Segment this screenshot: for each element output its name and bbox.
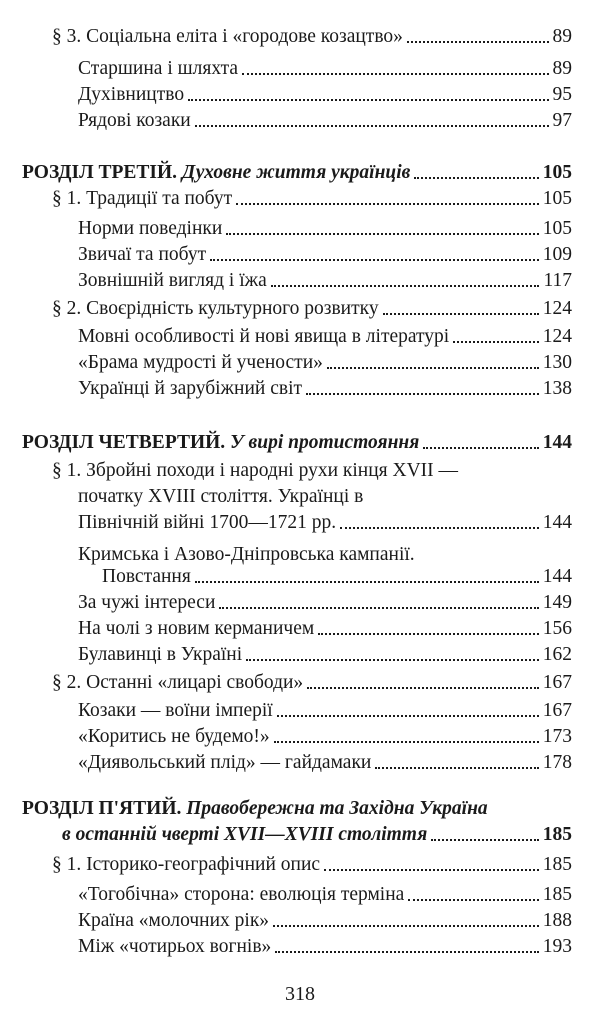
toc-entry-title: Норми поведінки: [78, 218, 223, 239]
toc-chapter-heading: [22, 158, 572, 184]
toc-entry-title: «Диявольський плід» — гайдамаки: [78, 752, 372, 773]
toc-subentry: [78, 106, 572, 132]
dot-leader: [423, 447, 538, 449]
toc-entry-title: Українці й зарубіжний світ: [78, 378, 303, 399]
dot-leader: [318, 633, 539, 635]
toc-subentry: [78, 348, 572, 374]
toc-section-entry: [52, 184, 572, 210]
toc-entry-page: 89: [552, 26, 572, 47]
toc-entry-page: 185: [542, 884, 572, 905]
chapter-name: в останній чверті XVII—XVIII століття: [62, 824, 428, 845]
toc-subentry: [78, 906, 572, 932]
toc-entry-title: § 1. Традиції та побут: [52, 188, 233, 209]
toc-entry-continued-line: § 1. Збройні походи і народні рухи кінця XVII —: [52, 460, 459, 481]
toc-entry-title: Звичаї та побут: [78, 244, 207, 265]
dot-leader: [246, 659, 539, 661]
toc-subentry: [78, 240, 572, 266]
dot-leader: [195, 125, 549, 127]
toc-subentry: [78, 562, 572, 588]
dot-leader: [226, 233, 538, 235]
toc-entry-title: Північній війні 1700—1721 рр.: [78, 512, 337, 533]
dot-leader: [273, 925, 539, 927]
toc-entry-title: Країна «молочних рік»: [78, 910, 270, 931]
chapter-label: РОЗДІЛ П'ЯТИЙ.: [22, 798, 182, 819]
toc-entry-page: 117: [543, 270, 572, 291]
toc-entry-page: 178: [542, 752, 572, 773]
toc-entry-continued-line: Кримська і Азово-Дніпровська кампанії.: [78, 544, 415, 565]
toc-entry-title: Козаки — воїни імперії: [78, 700, 273, 721]
toc-entry-title: Мовні особливості й нові явища в літературі: [78, 326, 450, 347]
page-number: 318: [285, 983, 315, 1005]
dot-leader: [236, 203, 539, 205]
toc-entry-page: 109: [542, 244, 572, 265]
toc-entry-continued-line: початку XVIII століття. Українці в: [78, 486, 364, 507]
dot-leader: [307, 687, 539, 689]
toc-entry-title: Булавинці в Україні: [78, 644, 243, 665]
toc-entry-title: § 3. Соціальна еліта і «городове козацтво»: [52, 26, 403, 47]
toc-subentry: [78, 932, 572, 958]
chapter-name: Правобережна та Західна Україна: [186, 798, 488, 819]
chapter-page: 105: [542, 162, 572, 183]
toc-subentry: [78, 748, 572, 774]
toc-subentry: [78, 640, 572, 666]
dot-leader: [275, 951, 538, 953]
toc-entry-title: Рядові козаки: [78, 110, 191, 131]
toc-entry-title: Повстання: [102, 566, 191, 587]
chapter-title: [22, 432, 419, 454]
dot-leader: [210, 259, 539, 261]
dot-leader: [453, 341, 539, 343]
toc-subentry: [78, 322, 572, 348]
toc-entry-title: Духівництво: [78, 84, 185, 105]
toc-entry-page: 124: [542, 326, 572, 347]
dot-leader: [195, 581, 539, 583]
toc-entry-page: 149: [542, 592, 572, 613]
toc-entry-page: 156: [542, 618, 572, 639]
dot-leader: [431, 839, 539, 841]
toc-entry-title: «Тогобічна» сторона: еволюція терміна: [78, 884, 405, 905]
toc-entry-page: 173: [542, 726, 572, 747]
chapter-title: [22, 162, 410, 184]
toc-entry-page: 97: [552, 110, 572, 131]
toc-entry-page: 105: [542, 218, 572, 239]
toc-subentry: [78, 266, 572, 292]
toc-chapter-heading: [22, 428, 572, 454]
toc-entry-page: 144: [542, 566, 572, 587]
chapter-name: Духовне життя українців: [181, 162, 411, 183]
toc-section-entry: [52, 294, 572, 320]
toc-subentry: [78, 214, 572, 240]
dot-leader: [277, 715, 539, 717]
dot-leader: [327, 367, 539, 369]
toc-subentry: [78, 54, 572, 80]
toc-subentry: [78, 722, 572, 748]
toc-section-entry: [52, 22, 572, 48]
toc-section-entry: [78, 508, 572, 534]
toc-entry-page: 124: [542, 298, 572, 319]
toc-entry-title: Зовнішній вигляд і їжа: [78, 270, 267, 291]
chapter-page: 185: [542, 824, 572, 845]
toc-entry-title: За чужі інтереси: [78, 592, 216, 613]
toc-entry-page: 167: [542, 672, 572, 693]
dot-leader: [408, 899, 538, 901]
toc-entry-title: На чолі з новим керманичем: [78, 618, 315, 639]
toc-entry-page: 95: [552, 84, 572, 105]
toc-entry-title: Старшина і шляхта: [78, 58, 239, 79]
toc-subentry: [78, 80, 572, 106]
dot-leader: [414, 177, 538, 179]
toc-section-entry: [52, 850, 572, 876]
toc-entry-page: 193: [542, 936, 572, 957]
dot-leader: [407, 41, 549, 43]
toc-entry-title: § 1. Історико-географічний опис: [52, 854, 321, 875]
toc-entry-title: «Коритись не будемо!»: [78, 726, 270, 747]
dot-leader: [219, 607, 538, 609]
toc-entry-title: § 2. Своєрідність культурного розвитку: [52, 298, 379, 319]
dot-leader: [383, 313, 539, 315]
toc-entry-page: 185: [542, 854, 572, 875]
toc-subentry: [78, 374, 572, 400]
chapter-label: РОЗДІЛ ТРЕТІЙ.: [22, 162, 178, 183]
dot-leader: [324, 869, 539, 871]
toc-entry-page: 162: [542, 644, 572, 665]
toc-entry-title: Між «чотирьох вогнів»: [78, 936, 272, 957]
toc-entry-page: 105: [542, 188, 572, 209]
toc-subentry: [78, 588, 572, 614]
toc-entry-title: § 2. Останні «лицарі свободи»: [52, 672, 304, 693]
toc-entry-page: 144: [542, 512, 572, 533]
toc-entry-page: 130: [542, 352, 572, 373]
toc-entry-page: 89: [552, 58, 572, 79]
toc-subentry: [78, 614, 572, 640]
chapter-name: У вирі протистояння: [230, 432, 420, 453]
chapter-page: 144: [542, 432, 572, 453]
toc-section-entry: [52, 668, 572, 694]
toc-chapter-heading: [62, 820, 572, 846]
toc-entry-page: 138: [542, 378, 572, 399]
toc-chapter-heading-line: [22, 798, 488, 820]
toc-subentry: [78, 696, 572, 722]
dot-leader: [271, 285, 540, 287]
dot-leader: [188, 99, 548, 101]
chapter-label: РОЗДІЛ ЧЕТВЕРТИЙ.: [22, 432, 226, 453]
toc-entry-title: «Брама мудрості й учености»: [78, 352, 323, 373]
dot-leader: [274, 741, 539, 743]
toc-entry-page: 167: [542, 700, 572, 721]
toc-subentry: [78, 880, 572, 906]
dot-leader: [242, 73, 548, 75]
toc-entry-page: 188: [542, 910, 572, 931]
dot-leader: [375, 767, 538, 769]
dot-leader: [340, 527, 539, 529]
dot-leader: [306, 393, 539, 395]
